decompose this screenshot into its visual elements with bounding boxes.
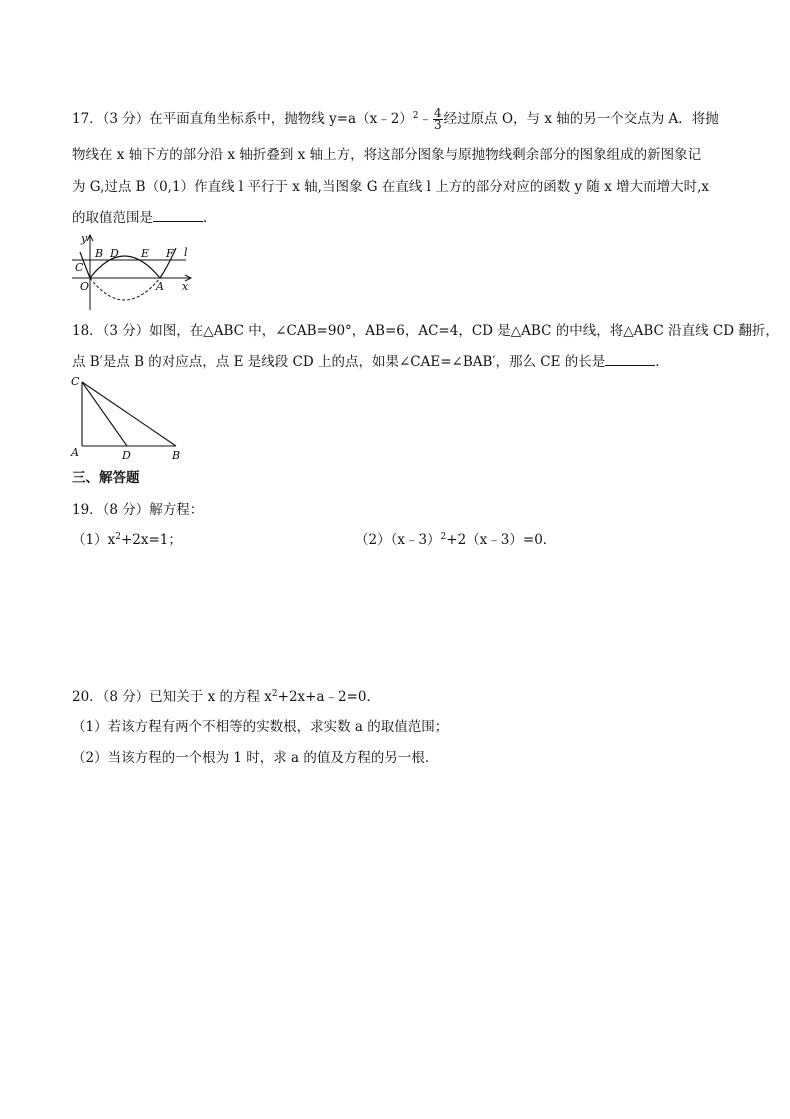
original-dashed-curve	[90, 278, 160, 300]
label-D: D	[122, 449, 131, 462]
q17-line-2: 物线在 x 轴下方的部分沿 x 轴折叠到 x 轴上方，将这部分图象与原抛物线剩余部分的图象组成的新图象记	[72, 147, 702, 163]
q20-title: 20．（8 分）已知关于 x 的方程 $x^2+2x+a﹣2=0$．	[72, 689, 381, 705]
label-A: A	[156, 280, 164, 293]
section-title: 三、解答题	[72, 470, 140, 486]
q20-part-2: （2）当该方程的一个根为 1 时，求 a 的值及方程的另一根．	[72, 750, 439, 766]
label-E: E	[141, 247, 150, 260]
label-O: O	[80, 280, 90, 293]
median-CD	[82, 382, 127, 446]
fraction-four-thirds: $\frac{4}{3}$	[434, 106, 442, 132]
q19-title: 19．（8 分）解方程：	[72, 502, 204, 518]
q18-line-1: 18．（3 分）如图，在△ABC 中，∠CAB=90°，AB=6，AC=4，CD 是△ABC 的中线，将△ABC 沿直线 CD 翻折，	[72, 323, 779, 339]
label-D: D	[110, 247, 119, 260]
q18-line-2: 点 B′是点 B 的对应点，点 E 是线段 CD 上的点，如果∠CAE=∠BAB′，那么 CE 的长是 ．	[72, 354, 669, 370]
label-B: B	[172, 449, 181, 462]
label-x: x	[182, 280, 189, 293]
answer-blank	[605, 352, 655, 366]
label-C: C	[75, 261, 84, 274]
label-l: l	[184, 246, 188, 259]
q17-parabola-figure	[68, 232, 198, 312]
q18-triangle-figure	[68, 372, 188, 462]
q20-part-1: （1）若该方程有两个不相等的实数根，求实数 a 的取值范围；	[72, 719, 449, 735]
q19-part-1: $(1)x^2+2x=1$；	[72, 532, 182, 548]
label-A: A	[71, 446, 79, 459]
q19-part-2: （2）（x﹣3）$^2$+2（x﹣3）=0．	[355, 532, 557, 548]
label-F: F	[166, 247, 174, 260]
q17-line-4: 的取值范围是 ．	[72, 210, 217, 226]
side-CB	[82, 382, 176, 446]
label-B: B	[95, 247, 104, 260]
label-C: C	[71, 375, 80, 388]
q17-line-1: 17．（3 分）在平面直角坐标系中，抛物线 y=a（x﹣2）$^2$﹣ $\frac{4}{3}$ 经过原点 O，与 x 轴的另一个交点为 A．将抛	[72, 106, 719, 132]
label-y: y	[81, 232, 88, 245]
answer-blank	[153, 208, 203, 222]
q17-line-3: 为 G,过点 B（0,1）作直线 l 平行于 x 轴,当图象 G 在直线 l 上方的部分对应的函数 y 随 x 增大而增大时,x	[72, 179, 710, 195]
